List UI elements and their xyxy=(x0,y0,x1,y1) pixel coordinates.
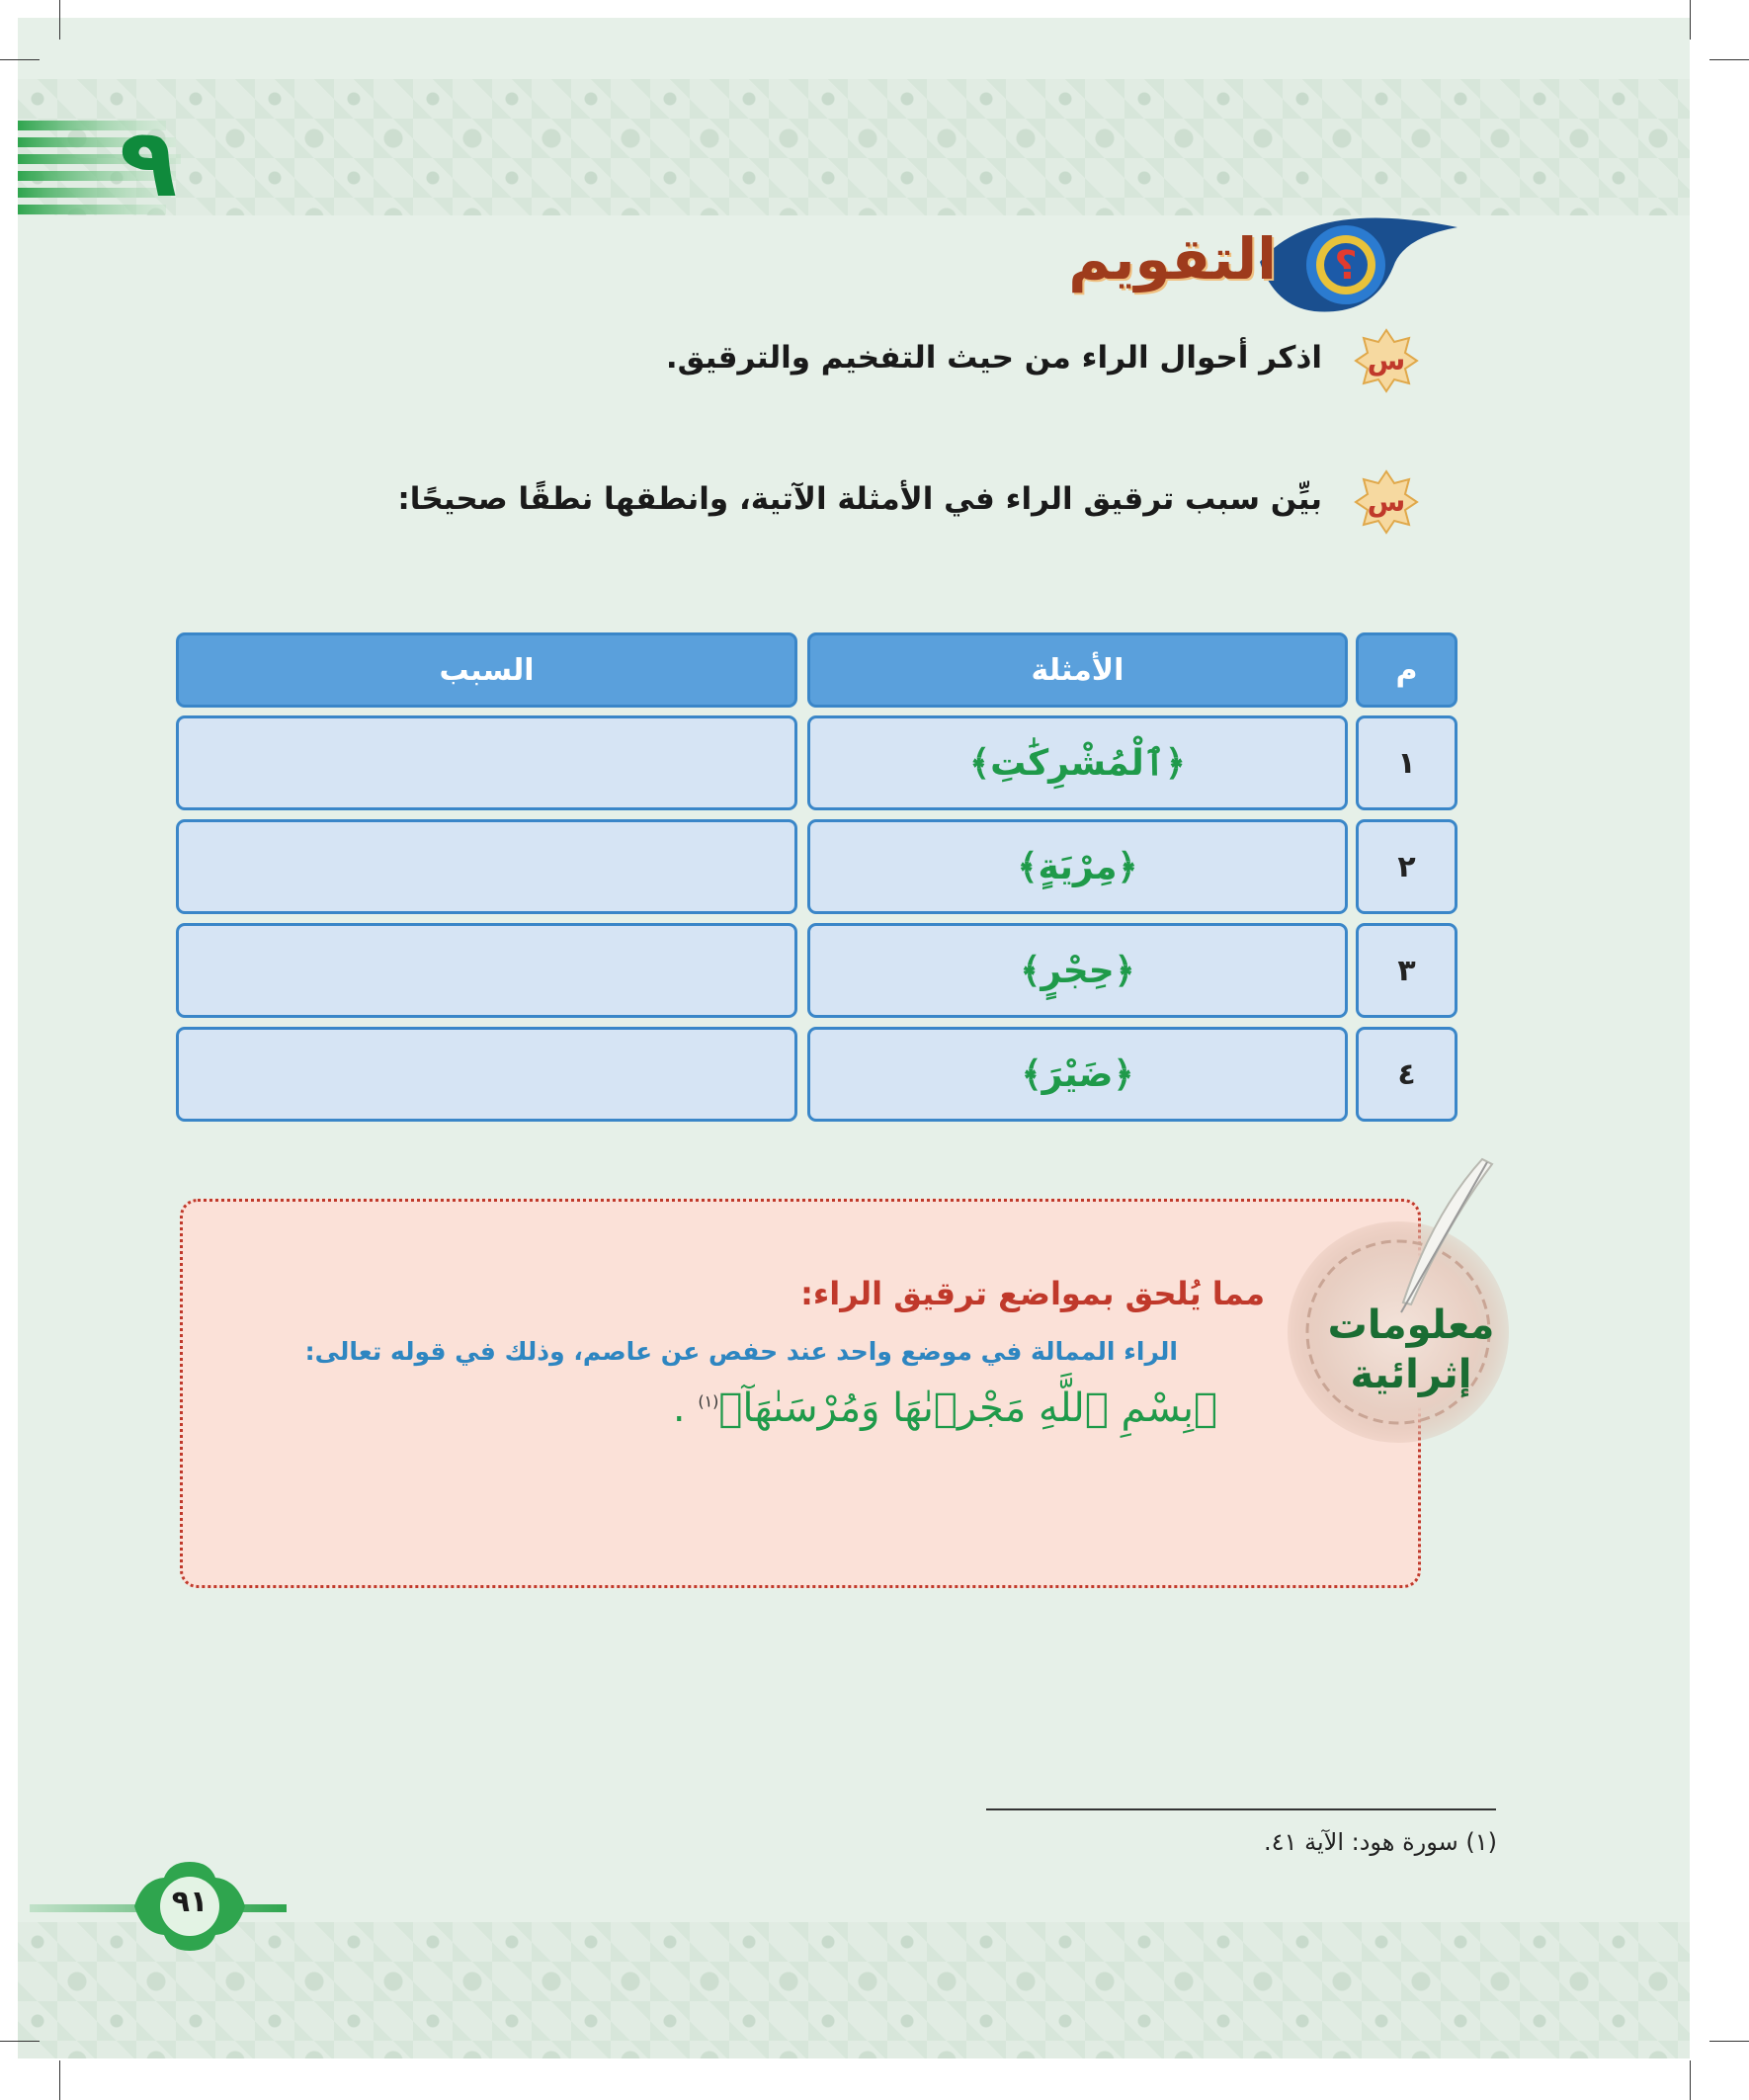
crop-mark xyxy=(1690,2060,1691,2100)
page-number: ٩١ xyxy=(171,1885,208,1919)
crop-mark xyxy=(59,0,60,40)
table-row-reason xyxy=(176,715,797,810)
table-row-example: ﴿مِرْيَةٍ﴾ xyxy=(807,819,1348,914)
question-badge-1 xyxy=(1354,328,1419,393)
medallion-title-line-2: إثرائية xyxy=(1350,1352,1472,1397)
crop-mark xyxy=(1690,0,1691,40)
table-header-index: م xyxy=(1356,632,1458,708)
table-row-example: ﴿ٱلْمُشْرِكَٰتِ﴾ xyxy=(807,715,1348,810)
footnote-marker: (١) xyxy=(698,1391,719,1411)
question-1-text: اذكر أحوال الراء من حيث التفخيم والترقيق. xyxy=(665,340,1322,376)
question-badge-2 xyxy=(1354,469,1419,535)
chapter-number: ٩ xyxy=(119,108,178,218)
table-row-reason xyxy=(176,819,797,914)
table-row-index: ٢ xyxy=(1356,819,1458,914)
table-row-example: ﴿حِجْرٍ﴾ xyxy=(807,923,1348,1018)
medallion-title xyxy=(1302,1301,1520,1399)
table-row-reason xyxy=(176,1027,797,1122)
top-ornament-band xyxy=(18,79,1690,218)
question-letter: س xyxy=(1367,344,1406,377)
table-row-index: ١ xyxy=(1356,715,1458,810)
crop-mark xyxy=(1709,2041,1749,2042)
crop-mark xyxy=(0,2041,40,2042)
svg-text:؟: ؟ xyxy=(1334,243,1358,289)
crop-mark xyxy=(1709,59,1749,60)
question-eye-icon xyxy=(1255,208,1462,316)
crop-mark xyxy=(0,59,40,60)
footnote: (١) سورة هود: الآية ٤١. xyxy=(1264,1828,1497,1856)
question-2-text: بيِّن سبب ترقيق الراء في الأمثلة الآتية، وانطقها نطقًا صحيحًا: xyxy=(397,481,1322,517)
bottom-ornament-band xyxy=(18,1922,1690,2058)
table-row-reason xyxy=(176,923,797,1018)
table-header-reason: السبب xyxy=(176,632,797,708)
table-row-index: ٣ xyxy=(1356,923,1458,1018)
table-row-index: ٤ xyxy=(1356,1027,1458,1122)
info-ayah: ﴿بِسْمِ ٱللَّهِ مَجْرٜىٰهَا وَمُرْسَىٰهَآ﴾$^{(١)}$ . xyxy=(672,1386,1217,1431)
medallion-title-line-1: معلومات xyxy=(1327,1302,1495,1348)
footnote-divider xyxy=(986,1808,1496,1810)
info-body: الراء الممالة في موضع واحد عند حفص عن عاصم، وذلك في قوله تعالى: xyxy=(304,1337,1178,1366)
crop-mark xyxy=(59,2060,60,2100)
table-header-examples: الأمثلة xyxy=(807,632,1348,708)
section-title: التقويم xyxy=(1068,225,1277,293)
table-row-example: ﴿ضَيْرَ﴾ xyxy=(807,1027,1348,1122)
info-heading: مما يُلحق بمواضع ترقيق الراء: xyxy=(800,1275,1265,1312)
ayah-text: ﴿بِسْمِ ٱللَّهِ مَجْرٜىٰهَا وَمُرْسَىٰهَآ﴾ xyxy=(718,1386,1217,1431)
question-letter: س xyxy=(1367,485,1406,518)
